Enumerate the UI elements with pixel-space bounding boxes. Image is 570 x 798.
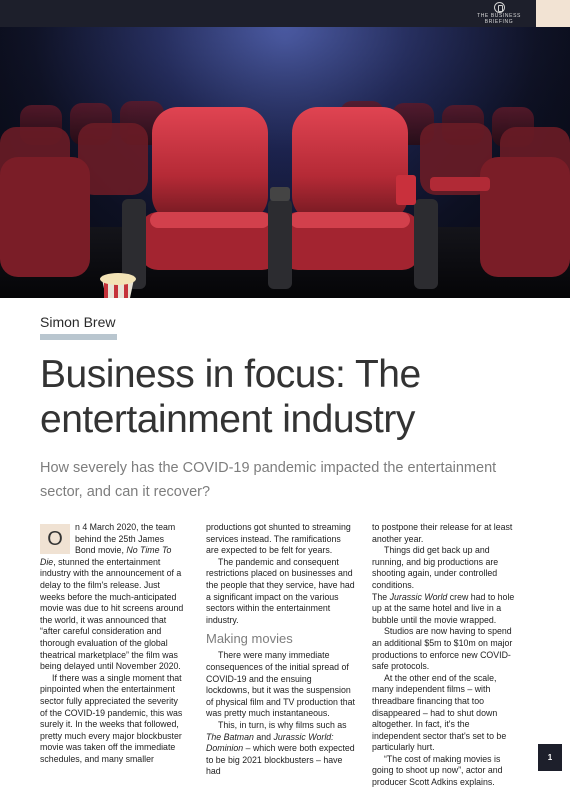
brand-line-1: THE BUSINESS [477, 13, 521, 19]
column-2 [206, 522, 355, 778]
standfirst: How severely has the COVID-19 pandemic impacted the entertainment sector, and can it recover? [40, 460, 497, 500]
paragraph: There were many immediate consequences of the initial spread of COVID-19 and the ensuing lockdowns, but it was the suspension of physical film and TV production that was pretty much instantaneous. [206, 650, 355, 719]
column-1 [40, 522, 186, 765]
paragraph [206, 720, 355, 778]
title-italic: No Time To Die [40, 545, 172, 567]
headline: Business in focus: The entertainment industry [40, 353, 421, 441]
paragraph: productions got shunted to streaming services instead. The ramifications are expected to be felt for years. [206, 522, 351, 556]
corner-accent [536, 0, 570, 27]
paragraph: If there was a single moment that pinpointed when the entertainment sector fully appreciated the severity of the COVID-19 pandemic, this was surely it. In the weeks that followed, pretty much every major blockbuster movie was taken off the immediate schedules, and many smaller [40, 672, 183, 764]
text-run: n 4 March 2020, the team behind the 25th James Bond movie, [75, 522, 176, 556]
text-run: – which were both expected to be big 2021 blockbusters – have had [206, 743, 355, 777]
column-3 [372, 522, 518, 789]
top-bar [0, 0, 570, 27]
paragraph [372, 592, 518, 627]
text-run: , stunned the entertainment industry with the announcement of a delay to the film's release. Just weeks before the much-anticipated movie was due to hit screens around the world, it was announced that “after careful consideration and thorough evaluation of the global theatrical marketplace” the film was being delayed until November 2020. [40, 556, 184, 672]
paragraph: The pandemic and consequent restrictions placed on businesses and the people that they service, have had a significant impact on the various sectors within the entertainment industry. [206, 556, 355, 625]
paragraph: Things did get back up and running, and big productions are shooting again, under controlled conditions. [372, 545, 499, 590]
paragraph: “The cost of making movies is going to shoot up now”, actor and producer Scott Adkins explains. [372, 753, 503, 788]
author-byline: Simon Brew [40, 314, 116, 330]
page-number: 1 [538, 744, 562, 771]
paragraph: At the other end of the scale, many independent films – with threadbare financing that too disappeared – had to shut down altogether. In fact, it's the independent sector that's set to be particularly hurt. [372, 672, 507, 753]
byline-rule [40, 334, 117, 340]
hero-image [0, 27, 570, 298]
title-italic: The Batman [206, 731, 254, 742]
paragraph: to postpone their release for at least another year. [372, 522, 513, 544]
brand-line-2: BRIEFING [484, 19, 514, 25]
cinema-seats-photo [0, 27, 570, 298]
text-run: and [253, 731, 274, 742]
paragraph [40, 522, 186, 673]
subheading: Making movies [206, 631, 293, 647]
paragraph: Studios are now having to spend an additional $5m to $10m on major productions to enforce new COVID-safe protocols. [372, 626, 513, 672]
brand-seal-icon [494, 2, 505, 13]
brand-logo [470, 2, 528, 25]
text-run: crew had to hole up at the same hotel and live in a bubble until the movie wrapped. [372, 591, 515, 625]
title-italic: Jurassic World [389, 591, 448, 602]
title-italic: Jurassic World: Dominion [206, 731, 334, 754]
text-run: The [372, 591, 390, 602]
text-run: This, in turn, is why films such as [218, 719, 347, 730]
drop-cap: O [40, 524, 70, 554]
